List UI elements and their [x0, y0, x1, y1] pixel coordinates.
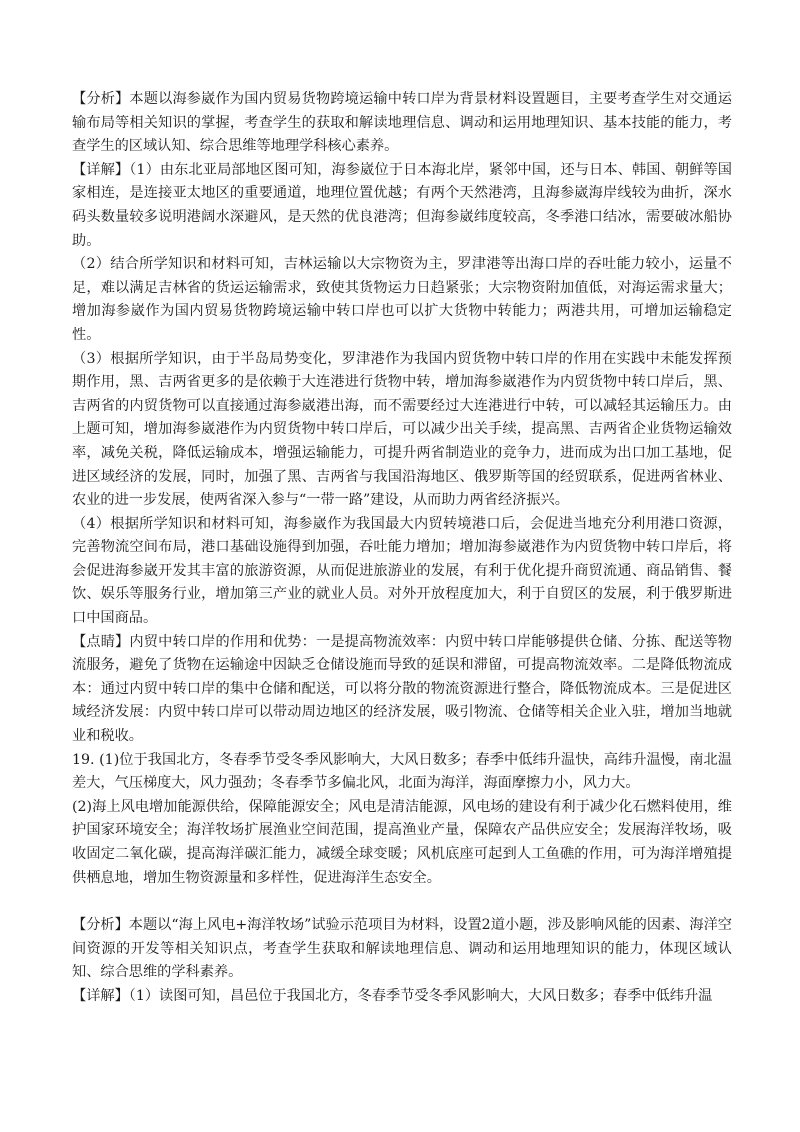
answer-paragraph-19-1: 19. (1)位于我国北方，冬春季节受冬季风影响大，大风日数多；春季中低纬升温快，高纬升温慢，南北温差大，气压梯度大，风力强劲；冬春季节多偏北风，北面为海洋，海面摩擦力小，风力大。 [72, 751, 732, 792]
tip-paragraph-18: 【点睛】内贸中转口岸的作用和优势：一是提高物流效率：内贸中转口岸能够提供仓储、分拣、配送等物流服务，避免了货物在运输途中因缺乏仓储设施而导致的延误和滞留，可提高物流效率。二是降低物流成本：通过内贸中转口岸的集中仓储和配送，可以将分散的物流资源进行整合，降低物流成本。三是促进区域经济发展：内贸中转口岸可以带动周边地区的经济发展，吸引物流、仓储等相关企业入驻，增加当地就业和税收。 [72, 633, 732, 745]
paragraph-spacer [72, 890, 732, 914]
analysis-paragraph-18: 【分析】本题以海参崴作为国内贸易货物跨境运输中转口岸为背景材料设置题目，主要考查学生对交通运输布局等相关知识的掌握，考查学生的获取和解读地理信息、调动和运用地理知识、基本技能的能力，考查学生的区域认知、综合思维等地理学科核心素养。 [72, 91, 732, 155]
detail-paragraph-18-3: （3）根据所学知识，由于半岛局势变化，罗津港作为我国内贸货物中转口岸的作用在实践中未能发挥预期作用，黑、吉两省更多的是依赖于大连港进行货物中转，增加海参崴港作为内贸货物中转口岸后，黑、吉两省的内贸货物可以直接通过海参崴港出海，而不需要经过大连港进行中转，可以减轻其运输压力。由上题可知，增加海参崴港作为内贸货物中转口岸后，可以减少出关手续，提高黑、吉两省企业货物运输效率，减免关税，降低运输成本，增强运输能力，可提升两省制造业的竞争力，进而成为出口加工基地，促进区域经济的发展，同时，加强了黑、吉两省与我国沿海地区、俄罗斯等国的经贸联系，促进两省林业、农业的进一步发展，使两省深入参与“一带一路”建设，从而助力两省经济振兴。 [72, 350, 732, 509]
answer-paragraph-19-2: (2)海上风电增加能源供给，保障能源安全；风电是清洁能源，风电场的建设有利于减少化石燃料使用，维护国家环境安全；海洋牧场扩展渔业空间范围，提高渔业产量，保障农产品供应安全；发展海洋牧场，吸收固定二氧化碳，提高海洋碳汇能力，减缓全球变暖；风机底座可起到人工鱼礁的作用，可为海洋增殖提供栖息地，增加生物资源量和多样性，促进海洋生态安全。 [72, 798, 732, 886]
detail-paragraph-19-1: 【详解】（1）读图可知，昌邑位于我国北方，冬春季节受冬季风影响大，大风日数多；春季中低纬升温 [72, 987, 713, 1004]
detail-paragraph-18-2: （2）结合所学知识和材料可知，吉林运输以大宗物资为主，罗津港等出海口岸的吞吐能力较小，运量不足，难以满足吉林省的货运运输需求，致使其货物运力日趋紧张；大宗物资附加值低，对海运需求量大；增加海参崴作为国内贸易货物跨境运输中转口岸也可以扩大货物中转能力；两港共用，可增加运输稳定性。 [72, 256, 732, 343]
document-page [72, 88, 732, 1009]
analysis-paragraph-19: 【分析】本题以“海上风电+海洋牧场”试验示范项目为材料，设置2道小题，涉及影响风能的因素、海洋空间资源的开发等相关知识点，考查学生获取和解读地理信息、调动和运用地理知识的能力，体现区域认知、综合思维的学科素养。 [72, 917, 732, 981]
detail-paragraph-18-1: 【详解】（1）由东北亚局部地区图可知，海参崴位于日本海北岸，紧邻中国，还与日本、韩国、朝鲜等国家相连，是连接亚太地区的重要通道，地理位置优越；有两个天然港湾，且海参崴海岸线较为曲折，深水码头数量较多说明港阔水深避风，是天然的优良港湾；但海参崴纬度较高，冬季港口结冰，需要破冰船协助。 [72, 161, 732, 249]
detail-paragraph-18-4: （4）根据所学知识和材料可知，海参崴作为我国最大内贸转境港口后，会促进当地充分利用港口资源，完善物流空间布局，港口基础设施得到加强，吞吐能力增加；增加海参崴港作为内贸货物中转口岸后，将会促进海参崴开发其丰富的旅游资源，从而促进旅游业的发展，有利于优化提升商贸流通、商品销售、餐饮、娱乐等服务行业，增加第三产业的就业人员。对外开放程度加大，利于自贸区的发展，利于俄罗斯进口中国商品。 [72, 515, 732, 627]
